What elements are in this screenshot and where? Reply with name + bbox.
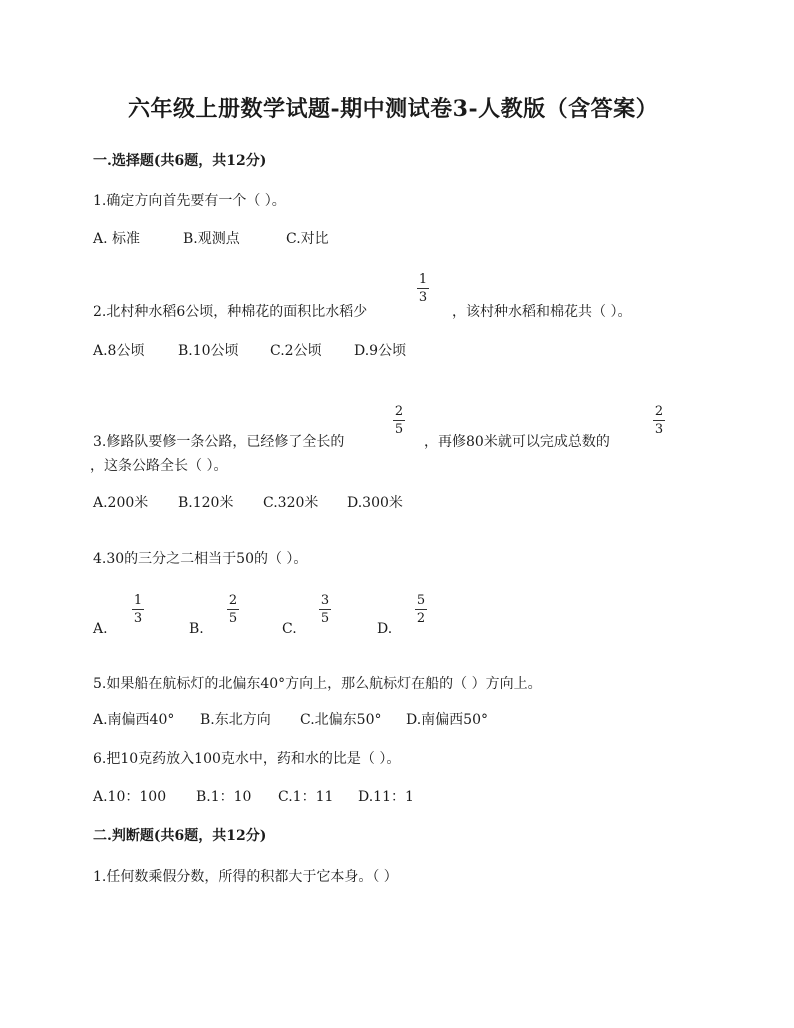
question-5-text: 5.如果船在航标灯的北偏东40°方向上，那么航标灯在船的（ ）方向上。 — [93, 676, 542, 692]
fraction-denominator: 2 — [416, 611, 426, 626]
fraction-bar — [417, 288, 429, 289]
question-2-text-part1: 2.北村种水稻6公顷，种棉花的面积比水稻少 — [93, 304, 368, 320]
question-3-option-c: C.320米 — [263, 495, 319, 511]
question-1-option-c: C.对比 — [286, 231, 329, 247]
section-heading-judge: 二.判断题(共6题，共12分) — [93, 828, 267, 844]
fraction-numerator: 3 — [320, 593, 330, 608]
question-2-option-a: A.8公顷 — [93, 343, 145, 359]
question-4-option-a-label: A. — [93, 621, 108, 637]
question-4-text: 4.30的三分之二相当于50的（ ）。 — [93, 551, 308, 567]
question-4-option-c-fraction — [316, 593, 334, 626]
section-heading-choice: 一.选择题(共6题，共12分) — [93, 153, 267, 169]
question-2-option-c: C.2公顷 — [270, 343, 322, 359]
fraction-numerator: 2 — [654, 404, 664, 419]
fraction-numerator: 5 — [416, 593, 426, 608]
question-2-option-d: D.9公顷 — [354, 343, 407, 359]
fraction-bar — [415, 609, 427, 610]
question-3-option-b: B.120米 — [178, 495, 234, 511]
question-3-fraction-2 — [650, 404, 668, 437]
question-3-text-part3: ，这条公路全长（ ）。 — [90, 458, 228, 474]
question-6-option-a: A.10：100 — [93, 789, 167, 805]
question-2-fraction — [414, 272, 432, 305]
fraction-denominator: 3 — [654, 422, 664, 437]
fraction-bar — [227, 609, 239, 610]
question-6-text: 6.把10克药放入100克水中，药和水的比是（ ）。 — [93, 751, 401, 767]
question-3-text-part2: ，再修80米就可以完成总数的 — [424, 434, 610, 450]
question-2-option-b: B.10公顷 — [178, 343, 239, 359]
question-1-text: 1.确定方向首先要有一个（ ）。 — [93, 193, 286, 209]
fraction-bar — [653, 420, 665, 421]
fraction-bar — [393, 420, 405, 421]
fraction-denominator: 3 — [418, 290, 428, 305]
question-3-fraction-1 — [390, 404, 408, 437]
fraction-bar — [319, 609, 331, 610]
question-6-option-d: D.11：1 — [358, 789, 414, 805]
fraction-numerator: 2 — [394, 404, 404, 419]
question-4-option-d-fraction — [412, 593, 430, 626]
question-4-option-b-label: B. — [189, 621, 204, 637]
fraction-numerator: 1 — [418, 272, 428, 287]
question-5-option-c: C.北偏东50° — [300, 712, 382, 728]
question-4-option-c-label: C. — [282, 621, 297, 637]
question-1-option-a: A. 标准 — [93, 231, 141, 247]
question-1-option-b: B.观测点 — [183, 231, 240, 247]
fraction-numerator: 1 — [133, 593, 143, 608]
question-3-option-a: A.200米 — [93, 495, 149, 511]
page-title: 六年级上册数学试题-期中测试卷3-人教版（含答案） — [128, 96, 659, 122]
fraction-bar — [132, 609, 144, 610]
question-4-option-d-label: D. — [377, 621, 393, 637]
question-5-option-b: B.东北方向 — [200, 712, 271, 728]
question-4-option-b-fraction — [224, 593, 242, 626]
judge-question-1-text: 1.任何数乘假分数，所得的积都大于它本身。（ ） — [93, 869, 398, 885]
question-4-option-a-fraction — [129, 593, 147, 626]
question-3-text-part1: 3.修路队要修一条公路，已经修了全长的 — [93, 434, 345, 450]
question-5-option-d: D.南偏西50° — [406, 712, 488, 728]
question-2-text-part2: ，该村种水稻和棉花共（ ）。 — [452, 304, 632, 320]
fraction-numerator: 2 — [228, 593, 238, 608]
question-6-option-b: B.1：10 — [196, 789, 252, 805]
question-6-option-c: C.1：11 — [278, 789, 334, 805]
fraction-denominator: 5 — [228, 611, 238, 626]
question-3-option-d: D.300米 — [347, 495, 403, 511]
fraction-denominator: 5 — [394, 422, 404, 437]
question-5-option-a: A.南偏西40° — [93, 712, 175, 728]
fraction-denominator: 5 — [320, 611, 330, 626]
fraction-denominator: 3 — [133, 611, 143, 626]
